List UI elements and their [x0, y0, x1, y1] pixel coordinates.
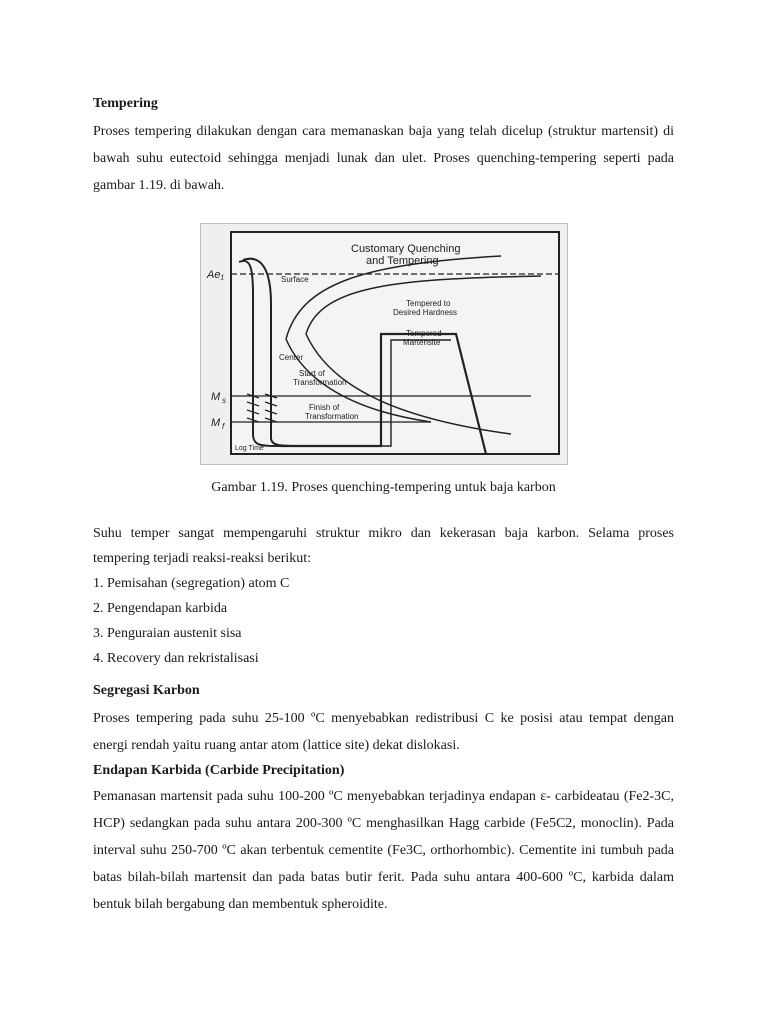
- reactions-list: [93, 571, 674, 671]
- list-item: 4. Recovery dan rekristalisasi: [93, 651, 259, 666]
- finish-label-2: Transformation: [304, 412, 358, 421]
- finish-label-1: Finish of: [308, 403, 339, 412]
- reactions-intro: Suhu temper sangat mempengaruhi struktur mikro dan kekerasan baja karbon. Selama proses tempering terjadi reaksi-reaksi berikut:: [93, 526, 674, 566]
- endapan-heading: Endapan Karbida (Carbide Precipitation): [93, 763, 345, 778]
- tempering-heading: Tempering: [93, 96, 158, 111]
- mf-label: M: [210, 417, 220, 429]
- ae1-label: Ae₁: [206, 269, 224, 281]
- list-item: 2. Pengendapan karbida: [93, 601, 228, 616]
- segregasi-paragraph: Proses tempering pada suhu 25-100 ºC menyebabkan redistribusi C ke posisi atau tempat dengan energi rendah yaitu ruang antar atom (lattice site) dekat dislokasi.: [93, 711, 674, 753]
- start-label-1: Start of: [298, 369, 325, 378]
- tempered-label-1: Tempered to: [405, 299, 450, 308]
- surface-label: Surface: [280, 275, 309, 284]
- mf-sub-label: f: [221, 422, 224, 431]
- diagram-svg: [201, 224, 567, 464]
- tempered-martensite-label-1: Tempered: [405, 329, 442, 338]
- tempering-paragraph: Proses tempering dilakukan dengan cara memanaskan baja yang telah dicelup (struktur martensit) di bawah suhu eutectoid sehingga menjadi lunak dan ulet. Proses quenching-tempering seperti pada gambar 1.19. di bawah.: [93, 124, 674, 193]
- quench-temper-diagram: [200, 223, 568, 465]
- figure-title-line2: and Tempering: [365, 255, 439, 267]
- document-page: [93, 96, 674, 918]
- figure-title-line1: Customary Quenching: [350, 243, 460, 255]
- endapan-paragraph: Pemanasan martensit pada suhu 100-200 ºC menyebabkan terjadinya endapan ε- carbideatau (Fe2-3C, HCP) sedangkan pada suhu antara 200-300 ºC menghasilkan Hagg carbide (Fe5C2, monoclin). Pada interval suhu 250-700 ºC akan terbentuk cementite (Fe3C, orthorhombic). Cementite ini tumbuh pada batas bilah-bilah martensit dan pada batas butir ferit. Pada suhu antara 400-600 ºC, karbida dalam bentuk bilah bergabung dan membentuk spheroidite.: [93, 789, 674, 912]
- start-label-2: Transformation: [292, 378, 346, 387]
- ms-sub-label: s: [221, 396, 226, 405]
- ms-label: M: [210, 391, 220, 403]
- list-item: 1. Pemisahan (segregation) atom C: [93, 576, 290, 591]
- list-item: 3. Penguraian austenit sisa: [93, 626, 242, 641]
- figure-caption: Gambar 1.19. Proses quenching-tempering untuk baja karbon: [211, 480, 556, 495]
- tempered-martensite-label-2: Martensite: [402, 338, 440, 347]
- segregasi-heading: Segregasi Karbon: [93, 683, 200, 698]
- figure-1-19: [93, 223, 674, 497]
- tempered-label-2: Desired Hardness: [392, 308, 457, 317]
- log-time-label: Log Time: [234, 445, 264, 452]
- center-label: Center: [278, 353, 303, 362]
